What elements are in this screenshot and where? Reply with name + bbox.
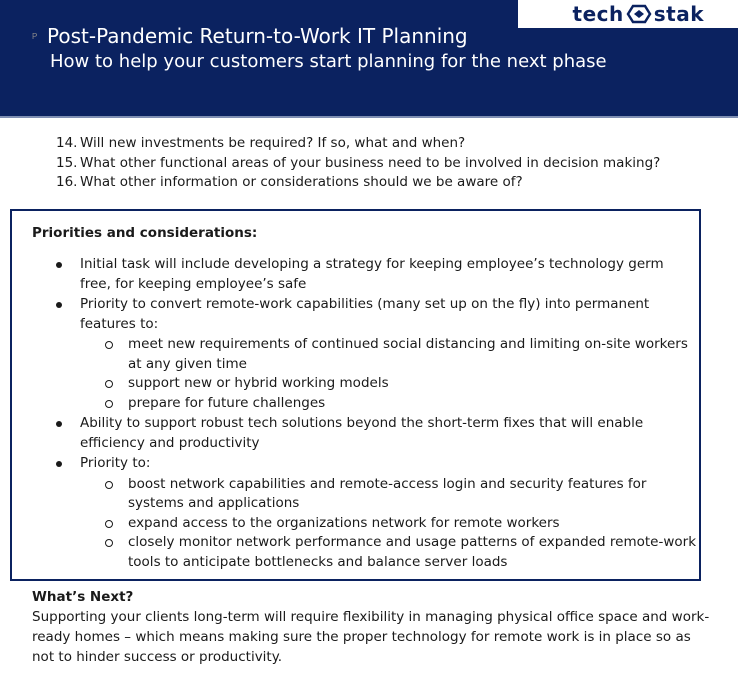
sub-bullet-item <box>32 374 697 394</box>
list-item <box>56 134 660 154</box>
header-band <box>0 0 738 116</box>
bullet-item <box>32 255 697 294</box>
bullet-circle-icon <box>105 520 113 528</box>
list-text: What other information or considerations should we be aware of? <box>80 174 523 190</box>
logo-text-right: stak <box>653 2 704 26</box>
logo <box>518 0 738 28</box>
sub-bullet-item <box>32 394 697 414</box>
logo-hexagon-icon <box>626 4 652 24</box>
whats-next-heading: What’s Next? <box>32 589 134 605</box>
page-title: Post-Pandemic Return-to-Work IT Planning <box>47 24 468 48</box>
bullet-dot-icon <box>56 461 62 467</box>
priorities-heading: Priorities and considerations: <box>32 225 258 241</box>
list-text: Will new investments be required? If so, what and when? <box>80 135 466 151</box>
list-text: What other functional areas of your business need to be involved in decision making? <box>80 154 661 171</box>
bullet-circle-icon <box>105 341 113 349</box>
bullet-circle-icon <box>105 539 113 547</box>
list-number: 14. <box>56 135 78 151</box>
list-number: 15. <box>56 154 78 171</box>
bullet-dot-icon <box>56 421 62 427</box>
sub-bullet-text: meet new requirements of continued social distancing and limiting on-site workers at any given time <box>128 336 688 372</box>
bullet-item <box>32 454 697 474</box>
sub-bullet-text: closely monitor network performance and usage patterns of expanded remote-work tools to anticipate bottlenecks and balance server loads <box>128 534 697 570</box>
header-divider <box>0 116 738 118</box>
question-list <box>56 134 660 193</box>
list-item <box>56 154 660 174</box>
bullet-circle-icon <box>105 481 113 489</box>
bullet-text: Initial task will include developing a strategy for keeping employee’s technology germ free, for keeping employee’s safe <box>80 256 664 292</box>
sub-bullet-item <box>32 475 697 514</box>
tiny-mark: P <box>32 32 38 41</box>
bullet-text: Ability to support robust tech solutions beyond the short-term fixes that will enable efficiency and productivity <box>80 415 644 451</box>
logo-text-left: tech <box>572 2 624 26</box>
sub-bullet-text: prepare for future challenges <box>128 394 326 411</box>
sub-bullet-item <box>32 514 697 534</box>
sub-bullet-item <box>32 335 697 374</box>
bullet-circle-icon <box>105 400 113 408</box>
sub-bullet-text: support new or hybrid working models <box>128 375 389 391</box>
bullet-dot-icon <box>56 262 62 268</box>
page-subtitle: How to help your customers start planning for the next phase <box>50 51 607 72</box>
bullet-dot-icon <box>56 302 62 308</box>
bullet-circle-icon <box>105 380 113 388</box>
bullet-item <box>32 295 697 334</box>
list-item <box>56 173 660 193</box>
sub-bullet-item <box>32 533 697 572</box>
bullet-text: Priority to convert remote-work capabilities (many set up on the fly) into permanent features to: <box>80 296 650 332</box>
whats-next-body: Supporting your clients long-term will require flexibility in managing physical office space and work-ready homes – which means making sure the proper technology for remote work is in place so as not to hinder success or productivity. <box>32 609 710 665</box>
bullet-item <box>32 414 697 453</box>
list-number: 16. <box>56 174 78 190</box>
sub-bullet-text: expand access to the organizations network for remote workers <box>128 514 560 531</box>
priorities-list <box>32 255 697 572</box>
sub-bullet-text: boost network capabilities and remote-access login and security features for systems and applications <box>128 475 647 511</box>
priorities-box <box>10 209 701 581</box>
bullet-text: Priority to: <box>80 455 151 471</box>
